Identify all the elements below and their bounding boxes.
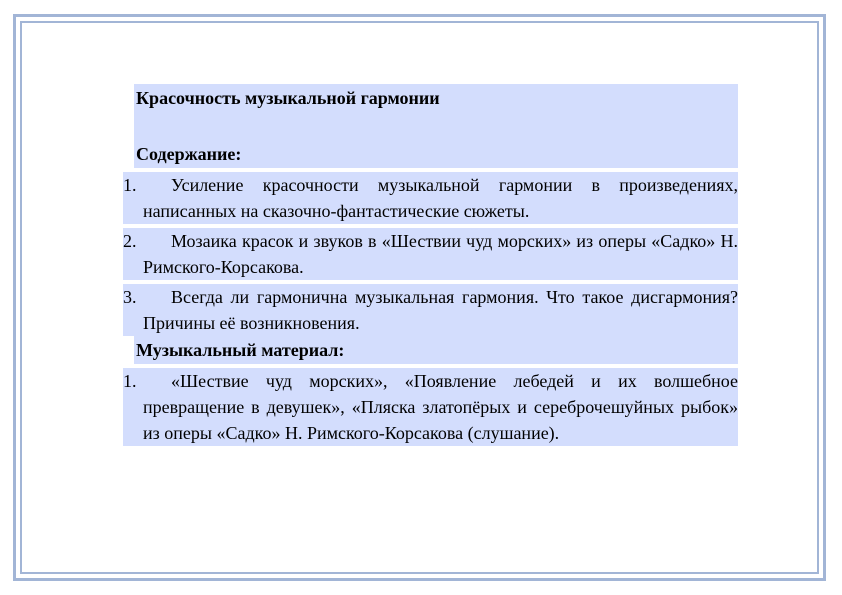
content-item-number: 2. (123, 231, 137, 251)
content-item-1 (123, 172, 738, 224)
title-spacer (134, 112, 738, 140)
content-item-3 (123, 284, 738, 336)
slide-content (123, 84, 738, 446)
material-heading: Музыкальный материал: (134, 336, 738, 364)
content-item-text: Всегда ли гармонична музыкальная гармония. Что такое дисгармония? Причины её возникновения. (143, 287, 738, 333)
material-item-number: 1. (123, 371, 137, 391)
content-heading: Содержание: (134, 140, 738, 168)
material-item-text: «Шествие чуд морских», «Появление лебедей и их волшебное превращение в девушек», «Пляска златопёрых и сереброчешуйных рыбок» из оперы «Садко» Н. Римского-Корсакова (слушание). (143, 371, 738, 443)
content-item-text: Мозаика красок и звуков в «Шествии чуд морских» из оперы «Садко» Н. Римского-Корсакова. (143, 231, 738, 277)
material-item-1 (123, 368, 738, 446)
content-item-number: 3. (123, 287, 137, 307)
content-item-number: 1. (123, 175, 137, 195)
content-item-text: Усиление красочности музыкальной гармонии в произведениях, написанных на сказочно-фантастические сюжеты. (143, 175, 738, 221)
lesson-title: Красочность музыкальной гармонии (134, 84, 738, 112)
content-item-2 (123, 228, 738, 280)
